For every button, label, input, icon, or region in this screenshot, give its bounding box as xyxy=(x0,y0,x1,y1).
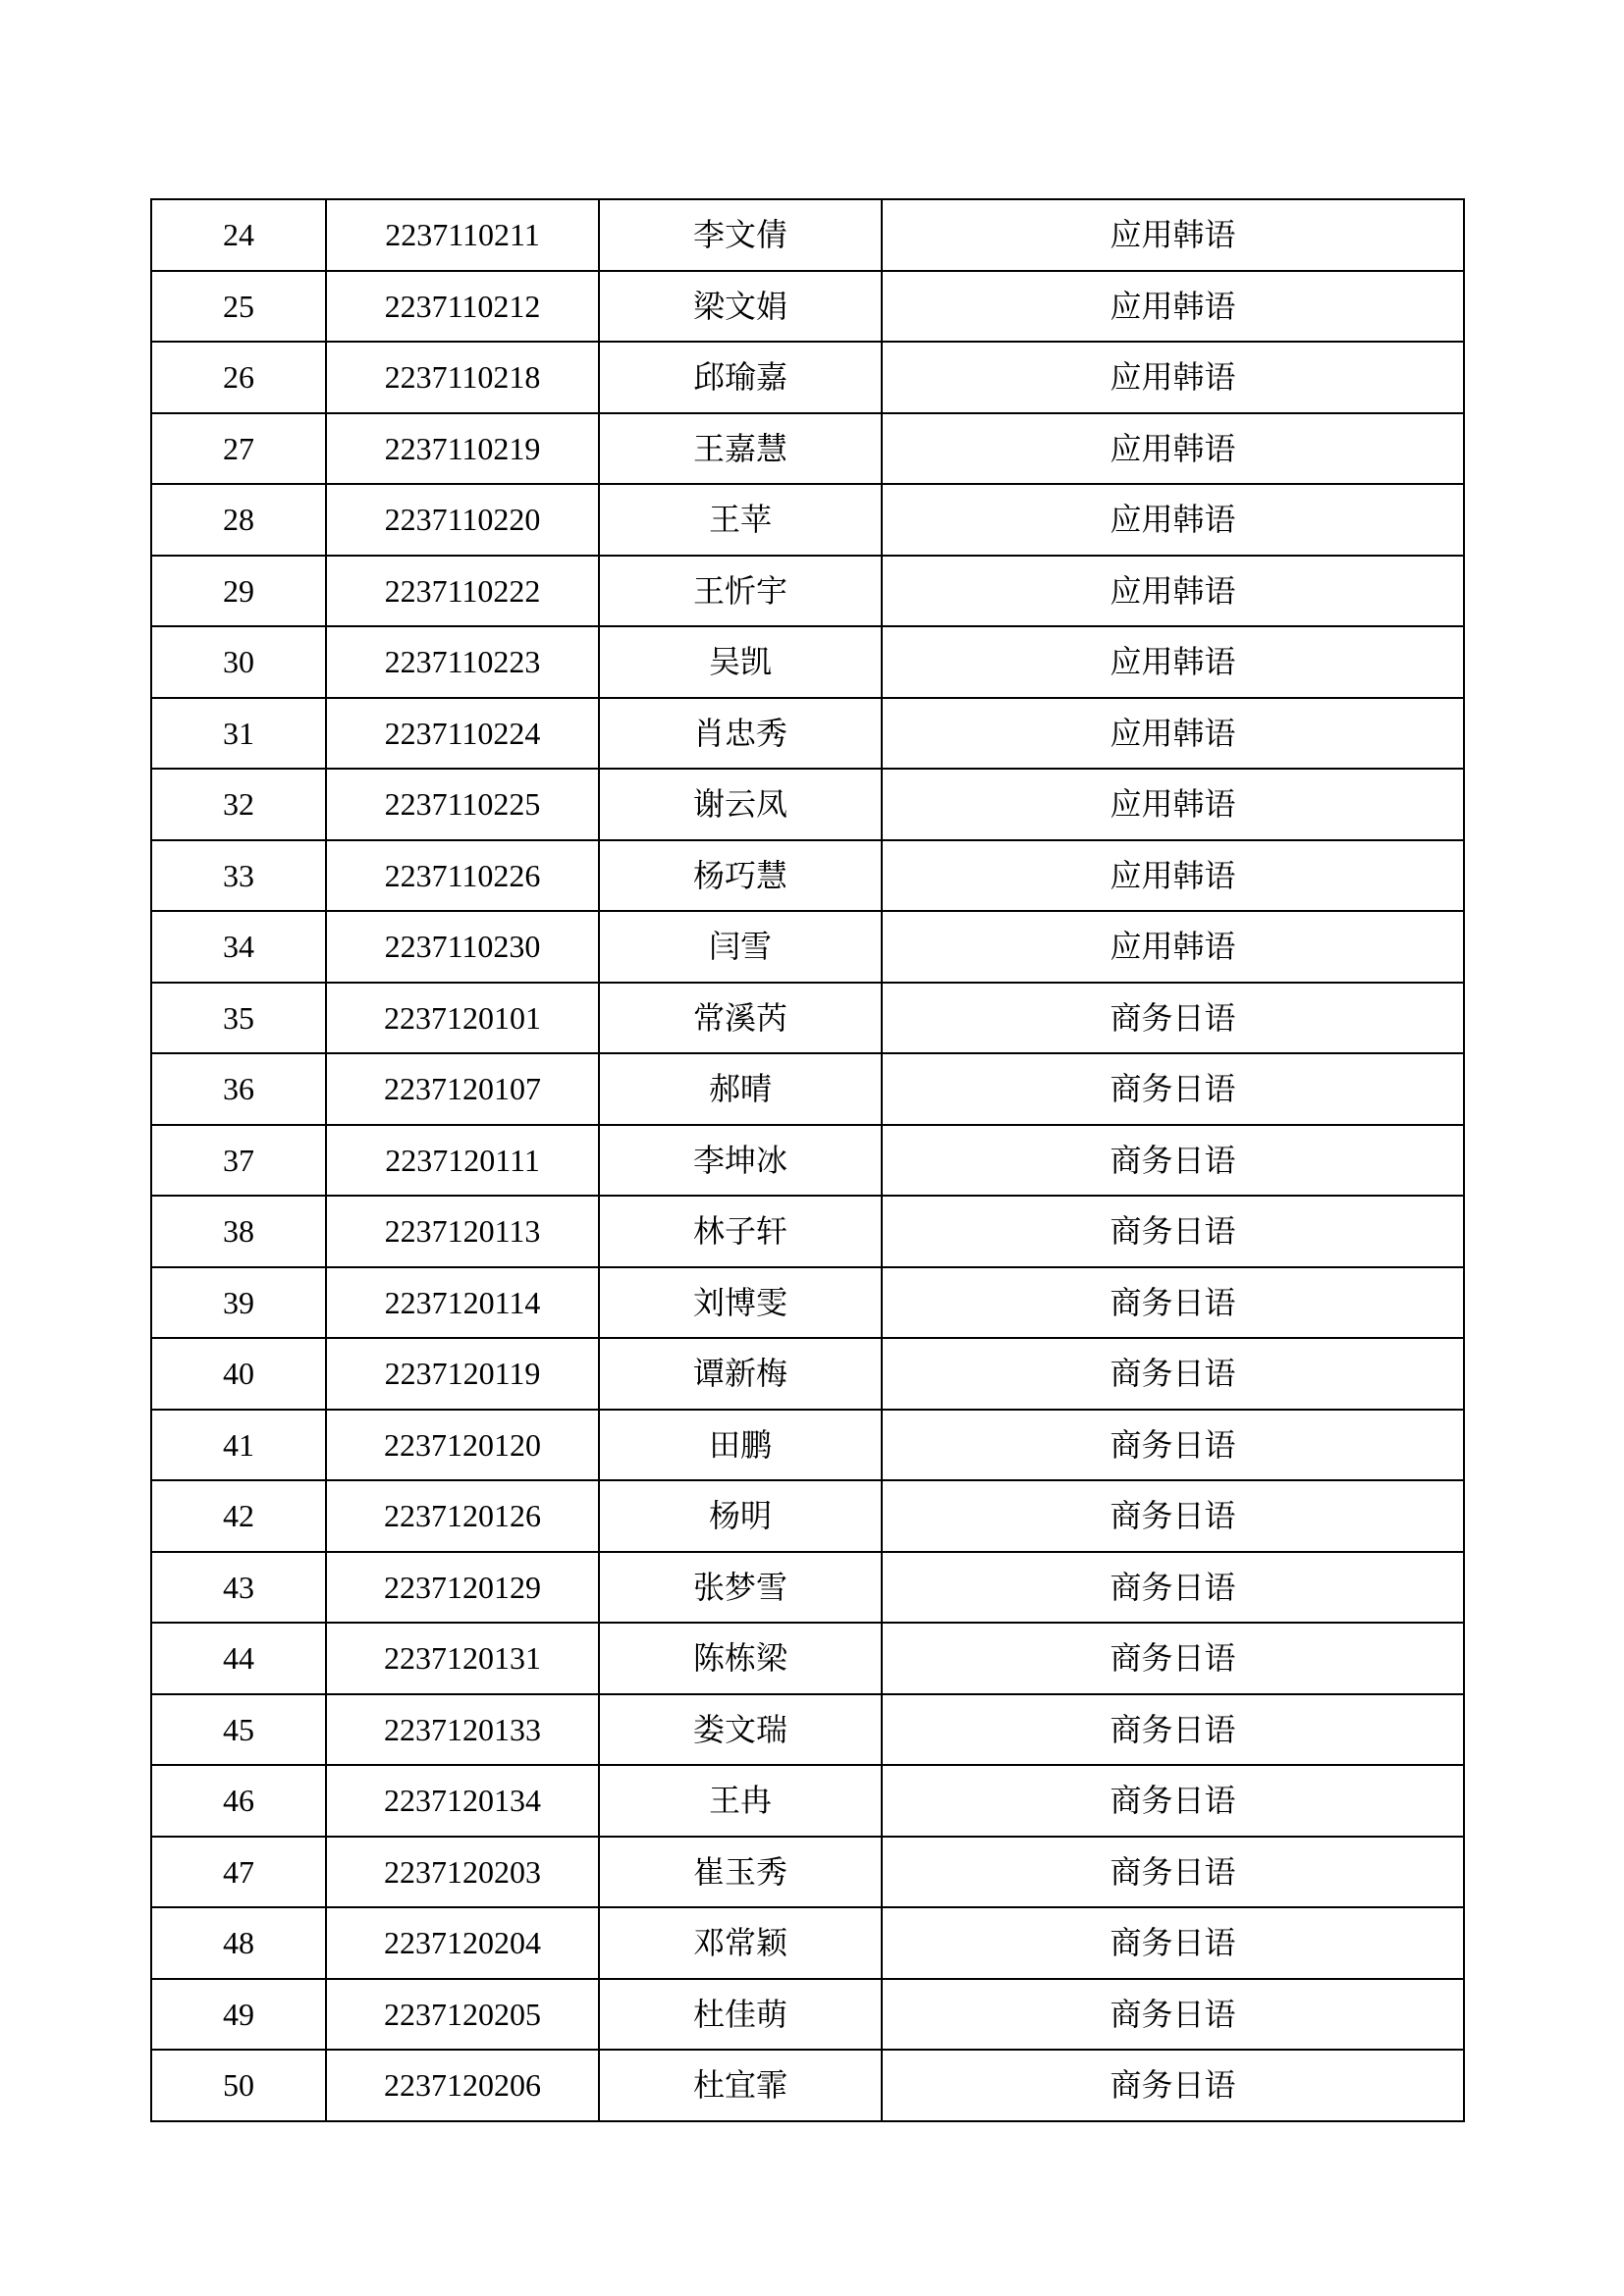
table-row xyxy=(151,199,1464,271)
major-cell: 应用韩语 xyxy=(882,556,1464,627)
row-number-cell: 30 xyxy=(151,626,326,698)
major-cell: 商务日语 xyxy=(882,1837,1464,1908)
student-id-cell: 2237120206 xyxy=(326,2050,599,2121)
student-name-cell: 娄文瑞 xyxy=(599,1694,882,1766)
row-number-cell: 50 xyxy=(151,2050,326,2121)
row-number-cell: 28 xyxy=(151,484,326,556)
row-number-cell: 35 xyxy=(151,983,326,1054)
student-name-cell: 梁文娟 xyxy=(599,271,882,343)
student-name-cell: 杨明 xyxy=(599,1480,882,1552)
major-cell: 应用韩语 xyxy=(882,199,1464,271)
student-id-cell: 2237120107 xyxy=(326,1053,599,1125)
student-id-cell: 2237120111 xyxy=(326,1125,599,1197)
row-number-cell: 40 xyxy=(151,1338,326,1410)
table-row xyxy=(151,342,1464,413)
table-row xyxy=(151,1765,1464,1837)
major-cell: 应用韩语 xyxy=(882,698,1464,770)
major-cell: 商务日语 xyxy=(882,1125,1464,1197)
table-row xyxy=(151,626,1464,698)
student-name-cell: 王冉 xyxy=(599,1765,882,1837)
major-cell: 商务日语 xyxy=(882,1196,1464,1267)
row-number-cell: 44 xyxy=(151,1623,326,1694)
student-id-cell: 2237110224 xyxy=(326,698,599,770)
major-cell: 商务日语 xyxy=(882,1979,1464,2051)
major-cell: 商务日语 xyxy=(882,1552,1464,1624)
row-number-cell: 39 xyxy=(151,1267,326,1339)
major-cell: 商务日语 xyxy=(882,1338,1464,1410)
student-id-cell: 2237110230 xyxy=(326,911,599,983)
table-row xyxy=(151,1623,1464,1694)
student-name-cell: 李文倩 xyxy=(599,199,882,271)
student-id-cell: 2237110225 xyxy=(326,769,599,840)
row-number-cell: 25 xyxy=(151,271,326,343)
table-row xyxy=(151,1907,1464,1979)
student-name-cell: 王苹 xyxy=(599,484,882,556)
student-id-cell: 2237120205 xyxy=(326,1979,599,2051)
row-number-cell: 33 xyxy=(151,840,326,912)
major-cell: 应用韩语 xyxy=(882,840,1464,912)
student-name-cell: 杜佳萌 xyxy=(599,1979,882,2051)
student-name-cell: 刘博雯 xyxy=(599,1267,882,1339)
student-id-cell: 2237120204 xyxy=(326,1907,599,1979)
student-id-cell: 2237120120 xyxy=(326,1410,599,1481)
major-cell: 应用韩语 xyxy=(882,271,1464,343)
student-id-cell: 2237120119 xyxy=(326,1338,599,1410)
row-number-cell: 42 xyxy=(151,1480,326,1552)
table-row xyxy=(151,1267,1464,1339)
row-number-cell: 24 xyxy=(151,199,326,271)
major-cell: 应用韩语 xyxy=(882,413,1464,485)
table-row xyxy=(151,484,1464,556)
row-number-cell: 38 xyxy=(151,1196,326,1267)
table-row xyxy=(151,1338,1464,1410)
row-number-cell: 37 xyxy=(151,1125,326,1197)
student-name-cell: 杜宜霏 xyxy=(599,2050,882,2121)
student-name-cell: 陈栋梁 xyxy=(599,1623,882,1694)
student-id-cell: 2237110223 xyxy=(326,626,599,698)
student-id-cell: 2237120114 xyxy=(326,1267,599,1339)
table-row xyxy=(151,1552,1464,1624)
student-name-cell: 杨巧慧 xyxy=(599,840,882,912)
student-id-cell: 2237120113 xyxy=(326,1196,599,1267)
table-row xyxy=(151,1837,1464,1908)
student-name-cell: 常溪芮 xyxy=(599,983,882,1054)
student-id-cell: 2237120129 xyxy=(326,1552,599,1624)
student-id-cell: 2237120101 xyxy=(326,983,599,1054)
table-row xyxy=(151,1410,1464,1481)
student-name-cell: 林子轩 xyxy=(599,1196,882,1267)
student-name-cell: 邱瑜嘉 xyxy=(599,342,882,413)
student-name-cell: 谭新梅 xyxy=(599,1338,882,1410)
table-row xyxy=(151,911,1464,983)
row-number-cell: 45 xyxy=(151,1694,326,1766)
major-cell: 应用韩语 xyxy=(882,484,1464,556)
table-row xyxy=(151,271,1464,343)
row-number-cell: 49 xyxy=(151,1979,326,2051)
student-id-cell: 2237110220 xyxy=(326,484,599,556)
major-cell: 商务日语 xyxy=(882,1053,1464,1125)
student-id-cell: 2237120203 xyxy=(326,1837,599,1908)
major-cell: 商务日语 xyxy=(882,1410,1464,1481)
student-name-cell: 闫雪 xyxy=(599,911,882,983)
student-id-cell: 2237120126 xyxy=(326,1480,599,1552)
table-row xyxy=(151,2050,1464,2121)
student-name-cell: 邓常颖 xyxy=(599,1907,882,1979)
table-row xyxy=(151,1979,1464,2051)
row-number-cell: 48 xyxy=(151,1907,326,1979)
major-cell: 商务日语 xyxy=(882,1623,1464,1694)
major-cell: 应用韩语 xyxy=(882,911,1464,983)
row-number-cell: 43 xyxy=(151,1552,326,1624)
major-cell: 商务日语 xyxy=(882,1694,1464,1766)
major-cell: 商务日语 xyxy=(882,1480,1464,1552)
table-row xyxy=(151,698,1464,770)
table-row xyxy=(151,769,1464,840)
student-name-cell: 李坤冰 xyxy=(599,1125,882,1197)
student-id-cell: 2237120131 xyxy=(326,1623,599,1694)
row-number-cell: 41 xyxy=(151,1410,326,1481)
student-id-cell: 2237110212 xyxy=(326,271,599,343)
row-number-cell: 46 xyxy=(151,1765,326,1837)
student-id-cell: 2237120134 xyxy=(326,1765,599,1837)
student-name-cell: 田鹏 xyxy=(599,1410,882,1481)
row-number-cell: 26 xyxy=(151,342,326,413)
student-name-cell: 王忻宇 xyxy=(599,556,882,627)
major-cell: 商务日语 xyxy=(882,1907,1464,1979)
table-row xyxy=(151,1053,1464,1125)
major-cell: 应用韩语 xyxy=(882,342,1464,413)
student-roster-table xyxy=(150,198,1465,2122)
major-cell: 商务日语 xyxy=(882,2050,1464,2121)
table-row xyxy=(151,1694,1464,1766)
table-row xyxy=(151,983,1464,1054)
student-name-cell: 张梦雪 xyxy=(599,1552,882,1624)
table-row xyxy=(151,556,1464,627)
table-row xyxy=(151,1125,1464,1197)
major-cell: 商务日语 xyxy=(882,1765,1464,1837)
student-id-cell: 2237110219 xyxy=(326,413,599,485)
row-number-cell: 34 xyxy=(151,911,326,983)
student-id-cell: 2237110226 xyxy=(326,840,599,912)
student-id-cell: 2237120133 xyxy=(326,1694,599,1766)
student-id-cell: 2237110222 xyxy=(326,556,599,627)
student-name-cell: 肖忠秀 xyxy=(599,698,882,770)
major-cell: 商务日语 xyxy=(882,1267,1464,1339)
row-number-cell: 31 xyxy=(151,698,326,770)
student-name-cell: 谢云凤 xyxy=(599,769,882,840)
student-id-cell: 2237110218 xyxy=(326,342,599,413)
major-cell: 应用韩语 xyxy=(882,626,1464,698)
major-cell: 商务日语 xyxy=(882,983,1464,1054)
row-number-cell: 32 xyxy=(151,769,326,840)
row-number-cell: 29 xyxy=(151,556,326,627)
row-number-cell: 27 xyxy=(151,413,326,485)
student-name-cell: 王嘉慧 xyxy=(599,413,882,485)
table-row xyxy=(151,1196,1464,1267)
major-cell: 应用韩语 xyxy=(882,769,1464,840)
row-number-cell: 36 xyxy=(151,1053,326,1125)
table-row xyxy=(151,413,1464,485)
student-name-cell: 崔玉秀 xyxy=(599,1837,882,1908)
student-name-cell: 吴凯 xyxy=(599,626,882,698)
row-number-cell: 47 xyxy=(151,1837,326,1908)
student-id-cell: 2237110211 xyxy=(326,199,599,271)
table-row xyxy=(151,840,1464,912)
roster-table-body xyxy=(151,199,1464,2121)
student-name-cell: 郝晴 xyxy=(599,1053,882,1125)
table-row xyxy=(151,1480,1464,1552)
